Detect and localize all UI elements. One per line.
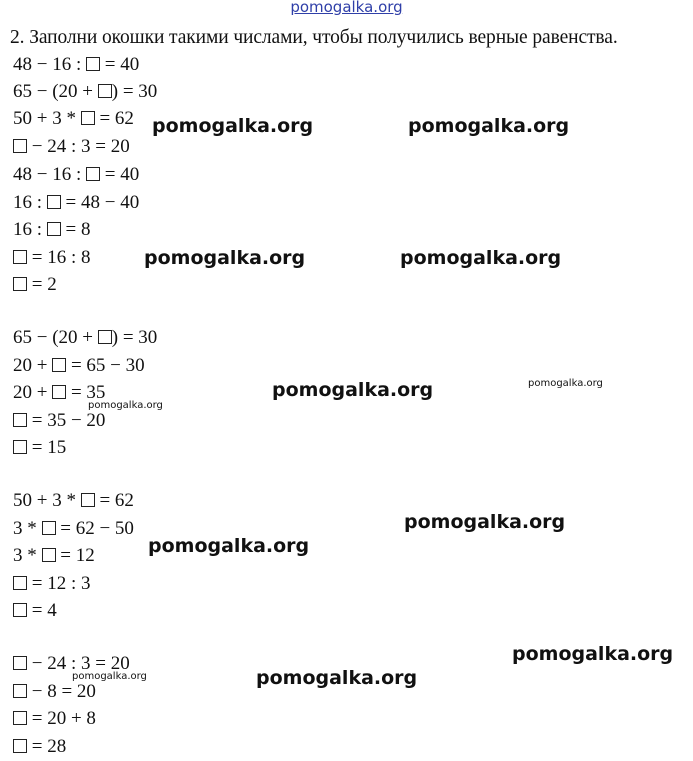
equation-right-part: = 65 − 30	[66, 354, 145, 376]
empty-box-placeholder	[13, 440, 27, 454]
watermark-text: pomogalka.org	[152, 115, 314, 137]
equation-left-part: 20 +	[13, 354, 53, 376]
equation-right-part: = 48 − 40	[60, 191, 140, 213]
watermark-text: pomogalka.org	[512, 643, 674, 665]
equation-right-part: = 62	[94, 108, 134, 129]
equation-right-part: = 20 + 8	[27, 708, 96, 729]
watermark-text: pomogalka.org	[148, 535, 310, 557]
empty-box-placeholder	[81, 493, 95, 507]
equation-right-part: = 15	[27, 437, 67, 458]
watermark-text: pomogalka.org	[528, 378, 603, 389]
equation-right-part: = 62	[94, 490, 134, 511]
equation-right-part: = 40	[100, 164, 140, 185]
solution-line	[13, 247, 91, 269]
empty-box-placeholder	[42, 548, 56, 562]
empty-box-placeholder	[13, 277, 27, 291]
solution-line	[13, 355, 145, 377]
equation-right-part: = 8	[60, 219, 91, 240]
empty-box-placeholder	[81, 111, 95, 125]
solution-line	[13, 600, 57, 622]
equation-right-part: = 2	[27, 274, 57, 295]
solution-line	[13, 681, 96, 703]
empty-box-placeholder	[98, 330, 112, 344]
solution-line	[13, 545, 95, 567]
equation-left-part: 65 − (20 +	[13, 81, 98, 102]
empty-box-placeholder	[13, 139, 27, 153]
solution-line	[13, 490, 134, 512]
solution-line	[13, 736, 66, 758]
equation-right-part: = 62 − 50	[55, 517, 134, 539]
solution-line	[13, 274, 57, 296]
equation-right-part: = 12 : 3	[27, 572, 91, 594]
empty-box-placeholder	[42, 521, 56, 535]
empty-box-placeholder	[13, 576, 27, 590]
solution-line	[13, 437, 66, 459]
equation-left-part: 48 − 16 :	[13, 164, 86, 185]
empty-box-placeholder	[13, 250, 27, 264]
watermark-text: pomogalka.org	[408, 115, 570, 137]
task-title: 2. Заполни окошки такими числами, чтобы получились верные равенства.	[10, 27, 618, 48]
solution-line	[13, 410, 105, 432]
watermark-text: pomogalka.org	[404, 511, 566, 533]
equation-right-part: = 35	[66, 382, 106, 403]
watermark-text: pomogalka.org	[400, 247, 562, 269]
empty-box-placeholder	[47, 195, 61, 209]
equation-right-part: = 40	[100, 54, 140, 75]
solution-line	[13, 518, 134, 540]
empty-box-placeholder	[86, 57, 100, 71]
empty-box-placeholder	[13, 684, 27, 698]
empty-box-placeholder	[52, 385, 66, 399]
watermark-text: pomogalka.org	[144, 247, 306, 269]
equation-left-part: 50 + 3 *	[13, 108, 81, 129]
empty-box-placeholder	[52, 358, 66, 372]
watermark-text: pomogalka.org	[72, 671, 147, 682]
equation-left-part: 16 :	[13, 191, 47, 213]
equation-line	[13, 81, 157, 103]
empty-box-placeholder	[13, 603, 27, 617]
solution-line	[13, 327, 157, 349]
equation-left-part: 3 *	[13, 517, 42, 539]
empty-box-placeholder	[13, 739, 27, 753]
equation-right-part: ) = 30	[111, 327, 158, 348]
solution-line	[13, 219, 91, 241]
equation-line	[13, 108, 134, 130]
equation-line	[13, 136, 130, 158]
watermark-text: pomogalka.org	[88, 400, 163, 411]
equation-right-part: − 8 = 20	[27, 680, 96, 702]
equation-left-part: 3 *	[13, 545, 42, 566]
equation-right-part: − 24 : 3 = 20	[27, 136, 130, 157]
equation-left-part: 48 − 16 :	[13, 54, 86, 75]
equation-left-part: 65 − (20 +	[13, 327, 98, 348]
empty-box-placeholder	[13, 413, 27, 427]
equation-right-part: = 16 : 8	[27, 246, 91, 268]
empty-box-placeholder	[86, 167, 100, 181]
solution-line	[13, 192, 139, 214]
empty-box-placeholder	[98, 84, 112, 98]
solution-line	[13, 164, 139, 186]
site-watermark-link[interactable]: pomogalka.org	[290, 0, 403, 16]
solution-line	[13, 573, 91, 595]
empty-box-placeholder	[47, 222, 61, 236]
equation-right-part: = 28	[27, 735, 67, 757]
watermark-text: pomogalka.org	[272, 379, 434, 401]
watermark-text: pomogalka.org	[256, 667, 418, 689]
equation-left-part: 50 + 3 *	[13, 490, 81, 511]
equation-right-part: = 35 − 20	[27, 409, 106, 431]
equation-right-part: − 24 : 3 = 20	[27, 653, 130, 674]
solution-line	[13, 708, 96, 730]
equation-left-part: 20 +	[13, 382, 53, 403]
equation-line	[13, 54, 139, 76]
equation-right-part: = 4	[27, 600, 57, 621]
equation-left-part: 16 :	[13, 219, 47, 240]
equation-right-part: = 12	[55, 545, 95, 566]
equation-right-part: ) = 30	[111, 81, 158, 102]
empty-box-placeholder	[13, 711, 27, 725]
empty-box-placeholder	[13, 656, 27, 670]
